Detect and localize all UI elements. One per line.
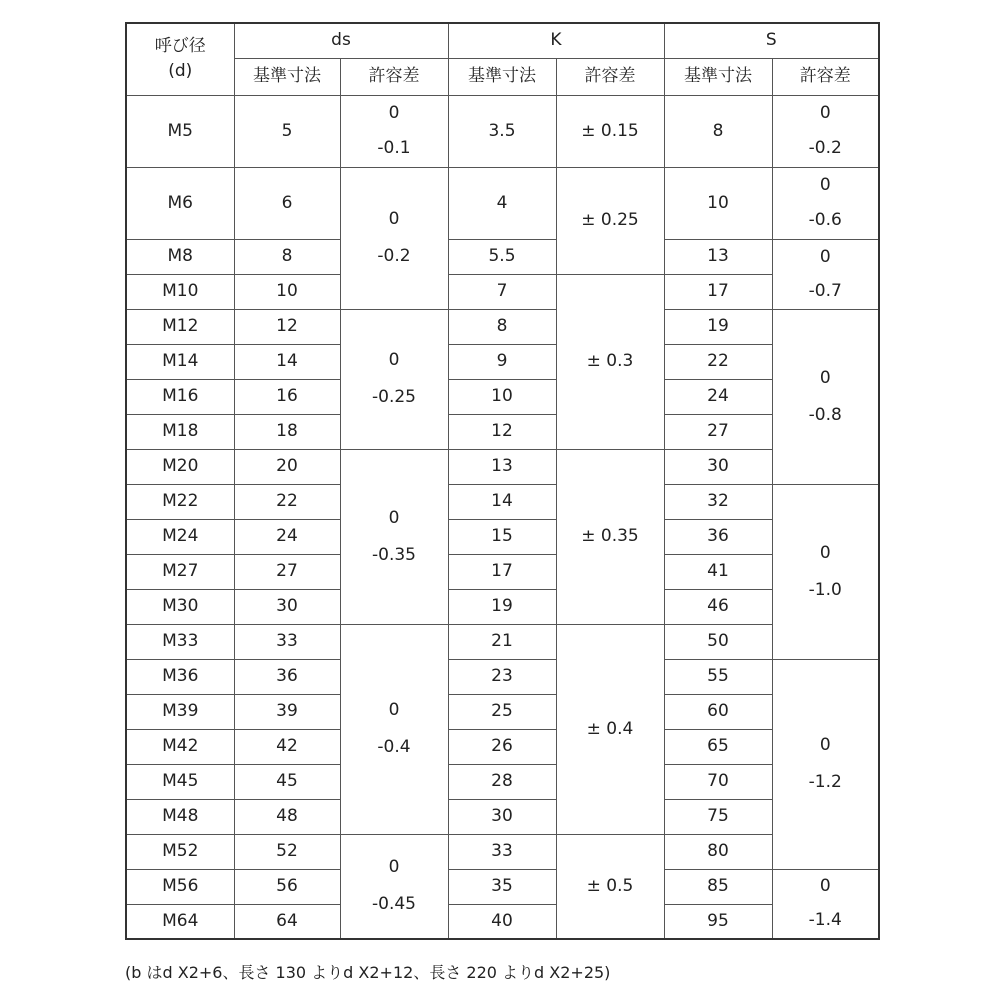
header-k: K bbox=[448, 23, 664, 58]
k-basic-cell: 30 bbox=[448, 799, 556, 834]
nominal-diameter-cell: M36 bbox=[126, 659, 234, 694]
header-row-groups bbox=[126, 23, 879, 58]
nominal-diameter-cell: M16 bbox=[126, 379, 234, 414]
tolerance-lower: -0.4 bbox=[377, 737, 411, 757]
nominal-diameter-cell: M14 bbox=[126, 344, 234, 379]
ds-basic-cell: 8 bbox=[234, 239, 340, 274]
nominal-diameter-cell: M64 bbox=[126, 904, 234, 939]
ds-tolerance-cell bbox=[340, 449, 448, 624]
tolerance-upper: ± 0.5 bbox=[586, 875, 634, 896]
tolerance-lower: -0.35 bbox=[372, 544, 416, 565]
tolerance-upper: 0 bbox=[388, 350, 400, 370]
s-basic-cell: 55 bbox=[664, 659, 772, 694]
tolerance-lower: -0.2 bbox=[377, 246, 411, 266]
k-tolerance-cell bbox=[556, 624, 664, 834]
table-row bbox=[126, 414, 879, 449]
tolerance-upper: ± 0.25 bbox=[581, 210, 639, 230]
table-row bbox=[126, 624, 879, 659]
table-row bbox=[126, 659, 879, 694]
k-basic-cell: 12 bbox=[448, 414, 556, 449]
dimension-table bbox=[125, 22, 880, 940]
header-nominal-diameter bbox=[126, 23, 234, 95]
s-basic-cell: 85 bbox=[664, 869, 772, 904]
table-row bbox=[126, 519, 879, 554]
ds-tolerance-cell bbox=[340, 95, 448, 167]
tolerance-lower: -0.7 bbox=[808, 280, 842, 301]
s-basic-cell: 46 bbox=[664, 589, 772, 624]
nominal-diameter-cell: M5 bbox=[126, 95, 234, 167]
table-row bbox=[126, 274, 879, 309]
s-basic-cell: 13 bbox=[664, 239, 772, 274]
tolerance-upper: 0 bbox=[819, 542, 831, 563]
k-tolerance-cell bbox=[556, 167, 664, 274]
s-basic-cell: 19 bbox=[664, 309, 772, 344]
s-basic-cell: 27 bbox=[664, 414, 772, 449]
table-row bbox=[126, 834, 879, 869]
s-basic-cell: 60 bbox=[664, 694, 772, 729]
s-basic-cell: 41 bbox=[664, 554, 772, 589]
table-row bbox=[126, 799, 879, 834]
nominal-diameter-cell: M20 bbox=[126, 449, 234, 484]
nominal-diameter-cell: M52 bbox=[126, 834, 234, 869]
ds-basic-cell: 22 bbox=[234, 484, 340, 519]
ds-basic-cell: 39 bbox=[234, 694, 340, 729]
ds-basic-cell: 20 bbox=[234, 449, 340, 484]
nominal-diameter-cell: M39 bbox=[126, 694, 234, 729]
tolerance-lower: -0.2 bbox=[808, 138, 842, 158]
tolerance-upper: 0 bbox=[819, 367, 831, 388]
tolerance-lower: -0.6 bbox=[808, 210, 842, 230]
ds-basic-cell: 36 bbox=[234, 659, 340, 694]
tolerance-upper: ± 0.35 bbox=[581, 526, 639, 546]
ds-basic-cell: 30 bbox=[234, 589, 340, 624]
header-row-sub bbox=[126, 58, 879, 95]
header-s-basic: 基準寸法 bbox=[664, 58, 772, 95]
s-basic-cell: 17 bbox=[664, 274, 772, 309]
header-s: S bbox=[664, 23, 879, 58]
nominal-diameter-cell: M6 bbox=[126, 167, 234, 239]
nominal-diameter-cell: M56 bbox=[126, 869, 234, 904]
k-basic-cell: 7 bbox=[448, 274, 556, 309]
s-tolerance-cell bbox=[772, 95, 879, 167]
s-basic-cell: 50 bbox=[664, 624, 772, 659]
k-tolerance-cell bbox=[556, 834, 664, 939]
nominal-diameter-cell: M48 bbox=[126, 799, 234, 834]
header-s-tolerance: 許容差 bbox=[772, 58, 879, 95]
tolerance-lower: -0.25 bbox=[372, 387, 416, 407]
footnote: (b はd X2+6、長さ 130 よりd X2+12、長さ 220 よりd X2+25) bbox=[125, 963, 611, 982]
table-row bbox=[126, 167, 879, 239]
s-basic-cell: 32 bbox=[664, 484, 772, 519]
nominal-diameter-cell: M8 bbox=[126, 239, 234, 274]
header-nominal-label: 呼び径 bbox=[154, 36, 206, 57]
nominal-diameter-cell: M24 bbox=[126, 519, 234, 554]
tolerance-upper: 0 bbox=[819, 103, 831, 123]
table-row bbox=[126, 589, 879, 624]
s-basic-cell: 70 bbox=[664, 764, 772, 799]
k-tolerance-cell bbox=[556, 449, 664, 624]
table-row bbox=[126, 554, 879, 589]
tolerance-lower: -0.1 bbox=[377, 138, 411, 158]
ds-basic-cell: 48 bbox=[234, 799, 340, 834]
s-basic-cell: 80 bbox=[664, 834, 772, 869]
k-basic-cell: 33 bbox=[448, 834, 556, 869]
header-ds-tolerance: 許容差 bbox=[340, 58, 448, 95]
ds-basic-cell: 56 bbox=[234, 869, 340, 904]
k-basic-cell: 26 bbox=[448, 729, 556, 764]
ds-tolerance-cell bbox=[340, 167, 448, 309]
s-basic-cell: 24 bbox=[664, 379, 772, 414]
ds-basic-cell: 52 bbox=[234, 834, 340, 869]
k-basic-cell: 9 bbox=[448, 344, 556, 379]
k-tolerance-cell bbox=[556, 274, 664, 449]
ds-basic-cell: 33 bbox=[234, 624, 340, 659]
k-basic-cell: 4 bbox=[448, 167, 556, 239]
k-basic-cell: 25 bbox=[448, 694, 556, 729]
k-basic-cell: 3.5 bbox=[448, 95, 556, 167]
k-basic-cell: 10 bbox=[448, 379, 556, 414]
k-basic-cell: 15 bbox=[448, 519, 556, 554]
header-ds-basic: 基準寸法 bbox=[234, 58, 340, 95]
nominal-diameter-cell: M42 bbox=[126, 729, 234, 764]
table-row bbox=[126, 904, 879, 939]
nominal-diameter-cell: M30 bbox=[126, 589, 234, 624]
ds-basic-cell: 6 bbox=[234, 167, 340, 239]
header-k-tolerance: 許容差 bbox=[556, 58, 664, 95]
tolerance-lower: -1.0 bbox=[808, 579, 842, 600]
tolerance-upper: 0 bbox=[388, 507, 400, 528]
ds-basic-cell: 42 bbox=[234, 729, 340, 764]
k-basic-cell: 21 bbox=[448, 624, 556, 659]
k-tolerance-cell bbox=[556, 95, 664, 167]
ds-basic-cell: 27 bbox=[234, 554, 340, 589]
s-tolerance-cell bbox=[772, 309, 879, 484]
table-row bbox=[126, 344, 879, 379]
table-row bbox=[126, 309, 879, 344]
s-basic-cell: 8 bbox=[664, 95, 772, 167]
tolerance-upper: 0 bbox=[819, 735, 831, 755]
k-basic-cell: 23 bbox=[448, 659, 556, 694]
ds-basic-cell: 10 bbox=[234, 274, 340, 309]
table-row bbox=[126, 379, 879, 414]
k-basic-cell: 13 bbox=[448, 449, 556, 484]
tolerance-lower: -1.4 bbox=[808, 910, 842, 931]
nominal-diameter-cell: M22 bbox=[126, 484, 234, 519]
nominal-diameter-cell: M18 bbox=[126, 414, 234, 449]
nominal-diameter-cell: M33 bbox=[126, 624, 234, 659]
k-basic-cell: 19 bbox=[448, 589, 556, 624]
s-basic-cell: 10 bbox=[664, 167, 772, 239]
table-row bbox=[126, 95, 879, 167]
ds-basic-cell: 18 bbox=[234, 414, 340, 449]
tolerance-upper: ± 0.15 bbox=[581, 120, 639, 141]
ds-basic-cell: 12 bbox=[234, 309, 340, 344]
ds-basic-cell: 45 bbox=[234, 764, 340, 799]
k-basic-cell: 40 bbox=[448, 904, 556, 939]
nominal-diameter-cell: M27 bbox=[126, 554, 234, 589]
k-basic-cell: 28 bbox=[448, 764, 556, 799]
tolerance-lower: -0.8 bbox=[808, 404, 842, 425]
header-ds: ds bbox=[234, 23, 448, 58]
tolerance-upper: 0 bbox=[819, 876, 831, 897]
tolerance-upper: 0 bbox=[388, 700, 400, 720]
table-row bbox=[126, 484, 879, 519]
k-basic-cell: 5.5 bbox=[448, 239, 556, 274]
table-row bbox=[126, 449, 879, 484]
ds-basic-cell: 16 bbox=[234, 379, 340, 414]
tolerance-upper: ± 0.3 bbox=[586, 351, 634, 371]
tolerance-lower: -1.2 bbox=[808, 772, 842, 792]
s-tolerance-cell bbox=[772, 239, 879, 309]
nominal-diameter-cell: M10 bbox=[126, 274, 234, 309]
table-row bbox=[126, 764, 879, 799]
ds-tolerance-cell bbox=[340, 624, 448, 834]
nominal-diameter-cell: M45 bbox=[126, 764, 234, 799]
ds-tolerance-cell bbox=[340, 309, 448, 449]
s-basic-cell: 30 bbox=[664, 449, 772, 484]
tolerance-upper: ± 0.4 bbox=[586, 718, 634, 739]
s-tolerance-cell bbox=[772, 484, 879, 659]
k-basic-cell: 14 bbox=[448, 484, 556, 519]
ds-basic-cell: 24 bbox=[234, 519, 340, 554]
table-row bbox=[126, 869, 879, 904]
tolerance-upper: 0 bbox=[819, 175, 831, 195]
nominal-diameter-cell: M12 bbox=[126, 309, 234, 344]
s-basic-cell: 65 bbox=[664, 729, 772, 764]
table-row bbox=[126, 239, 879, 274]
tolerance-upper: 0 bbox=[388, 209, 400, 229]
table-row bbox=[126, 729, 879, 764]
table-body bbox=[126, 23, 879, 939]
ds-basic-cell: 5 bbox=[234, 95, 340, 167]
s-basic-cell: 36 bbox=[664, 519, 772, 554]
tolerance-lower: -0.45 bbox=[372, 894, 416, 915]
s-basic-cell: 22 bbox=[664, 344, 772, 379]
k-basic-cell: 8 bbox=[448, 309, 556, 344]
k-basic-cell: 17 bbox=[448, 554, 556, 589]
ds-basic-cell: 64 bbox=[234, 904, 340, 939]
s-tolerance-cell bbox=[772, 167, 879, 239]
tolerance-upper: 0 bbox=[819, 246, 831, 267]
header-nominal-symbol: (d) bbox=[168, 61, 193, 82]
k-basic-cell: 35 bbox=[448, 869, 556, 904]
tolerance-upper: 0 bbox=[388, 857, 400, 878]
header-k-basic: 基準寸法 bbox=[448, 58, 556, 95]
s-basic-cell: 75 bbox=[664, 799, 772, 834]
s-tolerance-cell bbox=[772, 869, 879, 939]
s-tolerance-cell bbox=[772, 659, 879, 869]
table-row bbox=[126, 694, 879, 729]
tolerance-upper: 0 bbox=[388, 103, 400, 123]
ds-basic-cell: 14 bbox=[234, 344, 340, 379]
ds-tolerance-cell bbox=[340, 834, 448, 939]
s-basic-cell: 95 bbox=[664, 904, 772, 939]
